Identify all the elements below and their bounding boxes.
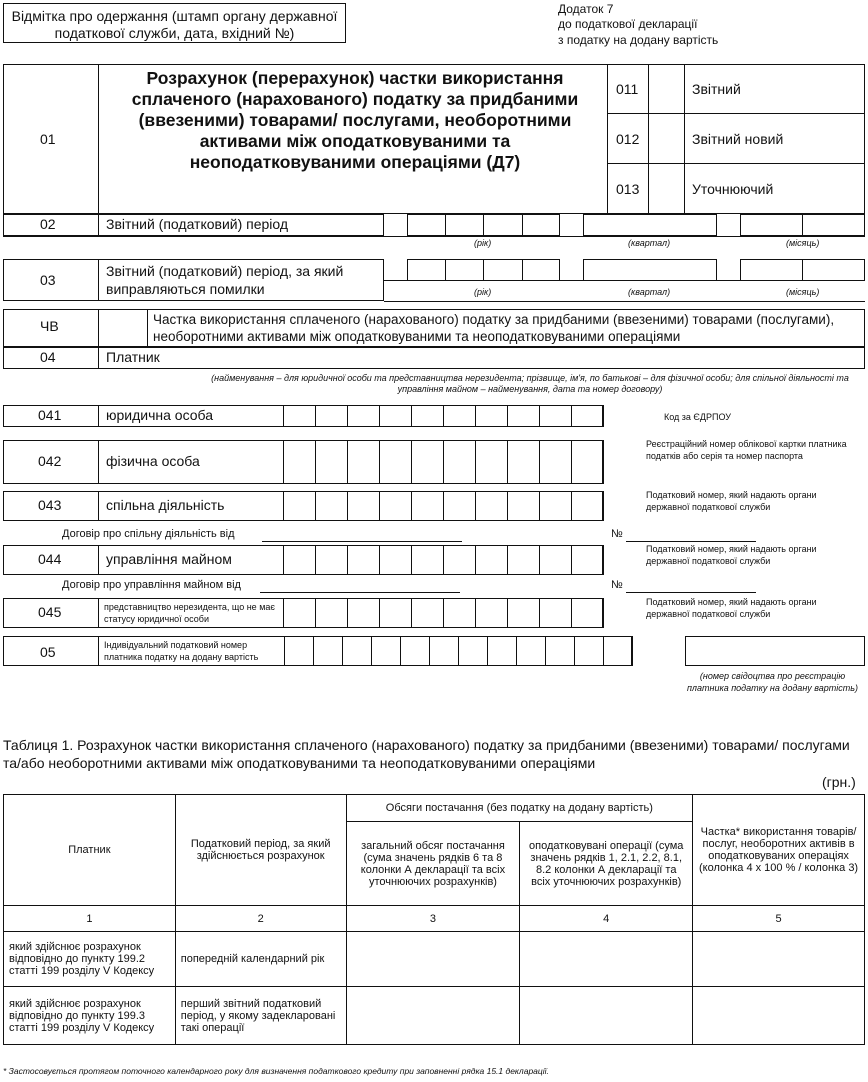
header-period: Податковий період, за який здійснюється розрахунок xyxy=(175,795,346,906)
ipn-cell[interactable] xyxy=(400,636,430,666)
payer-code-cell[interactable] xyxy=(571,491,604,521)
form-title: Розрахунок (перерахунок) частки використання сплаченого (нарахованого) податку за придбаними (ввезеними) товарами/ послугами, необоротними активами між оподатковуваними та неоподатковуваними операціями (Д7) xyxy=(131,68,579,172)
row-period: попередній календарний рік xyxy=(175,932,346,987)
payer-code-cell[interactable] xyxy=(475,545,508,575)
row-total-input[interactable] xyxy=(346,987,520,1045)
footnote: * Застосовується протягом поточного календарного року для визначення податкового кредиту при заповненні рядка 15.1 декларації. xyxy=(3,1066,549,1076)
payer-code-cell[interactable] xyxy=(347,545,380,575)
ipn-cell[interactable] xyxy=(313,636,343,666)
payer-code-cell[interactable] xyxy=(411,545,444,575)
payer-code-cell[interactable] xyxy=(539,491,572,521)
row-period: перший звітний податковий період, у якому задекларовані такі операції xyxy=(175,987,346,1045)
appendix-number: Додаток 7 xyxy=(558,2,614,16)
payer-code-cell[interactable] xyxy=(379,491,412,521)
contract-043-date-field[interactable] xyxy=(262,541,462,542)
ipn-cell[interactable] xyxy=(516,636,546,666)
payer-code-cell[interactable] xyxy=(475,598,508,628)
year-caption: (рік) xyxy=(474,238,492,248)
type-label: Звітний xyxy=(692,81,741,97)
month-caption: (місяць) xyxy=(786,238,820,248)
col-number: 2 xyxy=(175,906,346,932)
payer-label: управління майном xyxy=(106,551,232,567)
type-label: Уточнюючий xyxy=(692,181,774,197)
payer-code-cell[interactable] xyxy=(475,405,508,427)
payer-code-cell[interactable] xyxy=(283,405,316,427)
payer-code: 041 xyxy=(38,407,62,423)
col-number: 5 xyxy=(693,906,865,932)
row-05-label: Індивідуальний податковий номер платника податку на додану вартість xyxy=(104,640,259,662)
payer-code-cell[interactable] xyxy=(315,598,348,628)
table-row xyxy=(4,987,865,1045)
year-caption: (рік) xyxy=(474,287,492,297)
payer-code-cell[interactable] xyxy=(379,405,412,427)
payer-code-cell[interactable] xyxy=(507,545,540,575)
row-share-input[interactable] xyxy=(693,932,865,987)
contract-044-label: Договір про управління майном від xyxy=(62,579,241,591)
ipn-cell[interactable] xyxy=(284,636,314,666)
month-cell[interactable] xyxy=(740,214,803,236)
table1-title: Таблиця 1. Розрахунок частки використання сплаченого (нарахованого) податку за придбаними (ввезеними) товарами/ послугами та/або необоротними активами між оподатковуваними та неоподатковуваними операціями xyxy=(3,737,850,771)
ipn-cell[interactable] xyxy=(371,636,401,666)
payer-code-cell[interactable] xyxy=(411,405,444,427)
payer-code-cell[interactable] xyxy=(571,545,604,575)
contract-044-number-field[interactable] xyxy=(626,592,756,593)
payer-code-cell[interactable] xyxy=(347,440,380,484)
row-total-input[interactable] xyxy=(346,932,520,987)
payer-code: 043 xyxy=(38,497,62,513)
payer-label: спільна діяльність xyxy=(106,497,225,513)
payer-code-cell[interactable] xyxy=(507,598,540,628)
payer-code-cell[interactable] xyxy=(507,440,540,484)
row-cv-checkbox[interactable] xyxy=(98,309,148,347)
ipn-cell[interactable] xyxy=(458,636,488,666)
payer-code: 042 xyxy=(38,453,62,469)
fix-year-cell[interactable] xyxy=(483,259,523,281)
contract-044-date-field[interactable] xyxy=(260,592,460,593)
ipn-cell[interactable] xyxy=(487,636,517,666)
payer-code-cell[interactable] xyxy=(507,405,540,427)
row-03-label: Звітний (податковий) період, за який виправляються помилки xyxy=(106,263,344,297)
row-05-code: 05 xyxy=(40,644,56,660)
year-cell[interactable] xyxy=(522,214,560,236)
payer-label: представництво нерезидента, що не має статусу юридичної особи xyxy=(104,602,275,624)
payer-label: юридична особа xyxy=(106,407,214,423)
payer-code-cell[interactable] xyxy=(411,491,444,521)
payer-code-cell[interactable] xyxy=(443,491,476,521)
payer-label: фізична особа xyxy=(106,453,200,469)
row-04-note: (найменування – для юридичної особи та представництва нерезидента; прізвище, ім'я, по батькові – для фізичної особи; для спільної діяльності та управління майном – найменування, дата та номер договору) xyxy=(211,373,849,394)
row-02-code: 02 xyxy=(40,216,56,232)
row-05-note: (номер свідоцтва про реєстрацію платника податку на додану вартість) xyxy=(686,671,859,693)
header-share: Частка* використання товарів/послуг, необоротних активів в оподатковуваних операціях (колонка 4 х 100 % / колонка 3) xyxy=(693,795,865,906)
row-cv-text: Частка використання сплаченого (нарахованого) податку за придбаними (ввезеними) товарами (послугами), необоротними активами між оподатковуваними та неоподатковуваними операціями xyxy=(153,312,835,344)
payer-code-cell[interactable] xyxy=(539,598,572,628)
type-code: 012 xyxy=(616,131,640,147)
appendix-line2: до податкової декларації xyxy=(558,17,698,31)
contract-043-number-sign: № xyxy=(611,528,623,540)
payer-side-note: Податковий номер, який надають органи державної податкової служби xyxy=(646,597,817,619)
payer-code-cell[interactable] xyxy=(283,545,316,575)
quarter-caption: (квартал) xyxy=(628,287,671,297)
payer-code-cell[interactable] xyxy=(475,440,508,484)
payer-code-cell[interactable] xyxy=(539,440,572,484)
ipn-cell[interactable] xyxy=(545,636,575,666)
payer-code-cell[interactable] xyxy=(507,491,540,521)
payer-code-cell[interactable] xyxy=(411,440,444,484)
contract-044-number-sign: № xyxy=(611,579,623,591)
col-number: 1 xyxy=(4,906,176,932)
payer-code-cell[interactable] xyxy=(283,440,316,484)
header-volumes: Обсяги постачання (без податку на додану вартість) xyxy=(346,795,693,822)
payer-code-cell[interactable] xyxy=(379,545,412,575)
month-caption: (місяць) xyxy=(786,287,820,297)
payer-code-cell[interactable] xyxy=(283,598,316,628)
fix-year-cell[interactable] xyxy=(407,259,446,281)
payer-code-cell[interactable] xyxy=(539,405,572,427)
quarter-field[interactable] xyxy=(583,214,717,236)
row-taxable-input[interactable] xyxy=(520,987,693,1045)
payer-side-note: Податковий номер, який надають органи державної податкової служби xyxy=(646,544,817,566)
payer-code-cell[interactable] xyxy=(347,405,380,427)
table1-unit: (грн.) xyxy=(822,774,856,790)
row-03-code: 03 xyxy=(40,272,56,288)
col-number: 4 xyxy=(520,906,693,932)
header-payer: Платник xyxy=(4,795,176,906)
payer-code-cell[interactable] xyxy=(315,545,348,575)
header-total: загальний обсяг постачання (сума значень рядків 6 та 8 колонки А декларації та всіх уточнюючих розрахунків) xyxy=(346,822,520,906)
payer-code-cell[interactable] xyxy=(443,545,476,575)
ipn-cell[interactable] xyxy=(574,636,604,666)
month-cell[interactable] xyxy=(802,214,865,236)
type-label: Звітний новий xyxy=(692,131,784,147)
payer-code-cell[interactable] xyxy=(347,598,380,628)
fix-quarter-field[interactable] xyxy=(583,259,717,281)
payer-code: 045 xyxy=(38,604,62,620)
payer-code: 044 xyxy=(38,551,62,567)
row-payer: який здійснює розрахунок відповідно до пункту 199.3 статті 199 розділу V Кодексу xyxy=(4,987,176,1045)
year-cell[interactable] xyxy=(445,214,484,236)
payer-code-cell[interactable] xyxy=(571,405,604,427)
row-04-code: 04 xyxy=(40,349,56,365)
payer-code-cell[interactable] xyxy=(475,491,508,521)
fix-year-cell[interactable] xyxy=(445,259,484,281)
payer-code-cell[interactable] xyxy=(411,598,444,628)
row-cv-code: ЧВ xyxy=(40,318,59,334)
receipt-stamp-text: Відмітка про одержання (штамп органу державної податкової служби, дата, вхідний №) xyxy=(11,8,338,41)
type-code: 013 xyxy=(616,181,640,197)
table1 xyxy=(3,794,865,1045)
header-code: 01 xyxy=(40,131,56,147)
ipn-cell[interactable] xyxy=(429,636,459,666)
payer-side-note: Податковий номер, який надають органи державної податкової служби xyxy=(646,490,817,512)
fix-month-cell[interactable] xyxy=(802,259,865,281)
ipn-cell[interactable] xyxy=(342,636,372,666)
ipn-cell[interactable] xyxy=(603,636,633,666)
payer-code-cell[interactable] xyxy=(315,440,348,484)
payer-side-note: Код за ЄДРПОУ xyxy=(664,412,731,422)
payer-code-cell[interactable] xyxy=(539,545,572,575)
row-taxable-input[interactable] xyxy=(520,932,693,987)
appendix-line3: з податку на додану вартість xyxy=(558,33,719,47)
contract-043-label: Договір про спільну діяльність від xyxy=(62,528,235,540)
row-share-input[interactable] xyxy=(693,987,865,1045)
fix-year-cell[interactable] xyxy=(522,259,560,281)
payer-code-cell[interactable] xyxy=(571,440,604,484)
payer-code-cell[interactable] xyxy=(315,405,348,427)
year-cell[interactable] xyxy=(483,214,523,236)
receipt-stamp-box xyxy=(3,3,346,43)
payer-code-cell[interactable] xyxy=(283,491,316,521)
type-code: 011 xyxy=(616,81,639,97)
payer-side-note: Реєстраційний номер облікової картки платника податків або серія та номер паспорта xyxy=(646,439,847,461)
row-04-label: Платник xyxy=(106,349,160,365)
contract-043-number-field[interactable] xyxy=(626,541,756,542)
row-02-label: Звітний (податковий) період xyxy=(106,216,289,232)
row-payer: який здійснює розрахунок відповідно до пункту 199.2 статті 199 розділу V Кодексу xyxy=(4,932,176,987)
payer-code-cell[interactable] xyxy=(379,598,412,628)
payer-code-cell[interactable] xyxy=(379,440,412,484)
payer-code-cell[interactable] xyxy=(443,598,476,628)
payer-code-cell[interactable] xyxy=(571,598,604,628)
col-number: 3 xyxy=(346,906,520,932)
payer-code-cell[interactable] xyxy=(315,491,348,521)
fix-month-cell[interactable] xyxy=(740,259,803,281)
year-cell[interactable] xyxy=(407,214,446,236)
payer-code-cell[interactable] xyxy=(443,440,476,484)
quarter-caption: (квартал) xyxy=(628,238,671,248)
vat-certificate-field[interactable] xyxy=(685,636,865,666)
header-taxable: оподатковувані операції (сума значень рядків 1, 2.1, 2.2, 8.1, 8.2 колонки А декларації та всіх уточнюючих розрахунків) xyxy=(520,822,693,906)
payer-code-cell[interactable] xyxy=(443,405,476,427)
table-row xyxy=(4,932,865,987)
payer-code-cell[interactable] xyxy=(347,491,380,521)
